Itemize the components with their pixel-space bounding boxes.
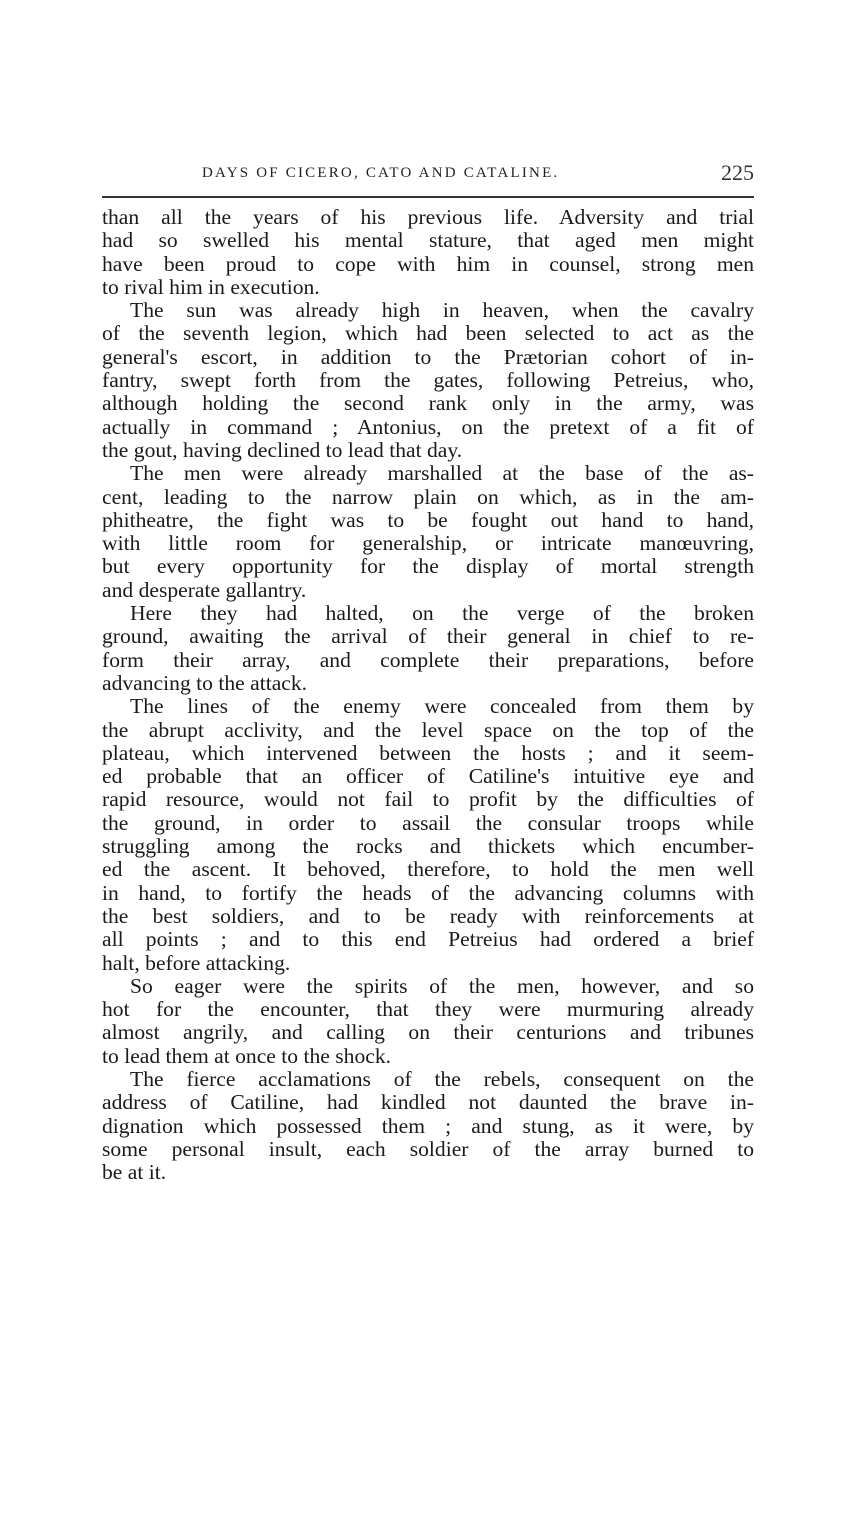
text-line: form their array, and complete their preparations, before [102, 647, 754, 672]
text-line: advancing to the attack. [102, 670, 308, 695]
page-number: 225 [721, 160, 754, 185]
text-line: had so swelled his mental stature, that aged men might [102, 228, 754, 253]
text-line: than all the years of his previous life. Adversity and trial [102, 205, 754, 229]
body-text [102, 206, 754, 1184]
text-line: almost angrily, and calling on their centurions and tribunes [102, 1020, 754, 1045]
text-line: be at it. [102, 1160, 167, 1185]
text-line: the best soldiers, and to be ready with reinforcements at [102, 903, 754, 928]
text-line: actually in command ; Antonius, on the pretext of a fit of [102, 414, 754, 439]
text-line: some personal insult, each soldier of the array burned to [102, 1136, 754, 1161]
text-line: the gout, having declined to lead that day. [102, 437, 463, 462]
text-line: with little room for generalship, or intricate manœuvring, [102, 531, 754, 556]
text-line: dignation which possessed them ; and stung, as it were, by [102, 1113, 754, 1138]
text-line: have been proud to cope with him in counsel, strong men [102, 251, 754, 276]
running-title: DAYS OF CICERO, CATO AND CATALINE. [202, 165, 560, 181]
text-line: ed probable that an officer of Catiline's intuitive eye and [102, 764, 754, 789]
text-line: the ground, in order to assail the consular troops while [102, 810, 754, 835]
text-line: phitheatre, the fight was to be fought out hand to hand, [102, 507, 754, 532]
text-line: The fierce acclamations of the rebels, consequent on the [130, 1066, 754, 1091]
text-line: general's escort, in addition to the Prætorian cohort of in- [102, 344, 754, 369]
text-line: The men were already marshalled at the base of the as- [130, 461, 754, 486]
text-line: hot for the encounter, that they were murmuring already [102, 997, 754, 1022]
text-line: struggling among the rocks and thickets which encumber- [102, 834, 754, 859]
text-line: fantry, swept forth from the gates, following Petreius, who, [102, 368, 754, 393]
text-line: plateau, which intervened between the hosts ; and it seem- [102, 740, 754, 765]
text-line: to rival him in execution. [102, 274, 320, 299]
text-line: and desperate gallantry. [102, 577, 307, 602]
page-header [102, 160, 754, 193]
text-line: halt, before attacking. [102, 950, 291, 975]
text-line: The sun was already high in heaven, when the cavalry [130, 298, 754, 323]
text-line: ground, awaiting the arrival of their general in chief to re- [102, 624, 754, 649]
text-line: in hand, to fortify the heads of the advancing columns with [102, 880, 754, 905]
text-line: The lines of the enemy were concealed from them by [130, 694, 754, 719]
text-line: of the seventh legion, which had been selected to act as the [102, 321, 754, 346]
text-line: the abrupt acclivity, and the level space on the top of the [102, 717, 754, 742]
text-line: all points ; and to this end Petreius had ordered a brief [102, 927, 754, 952]
text-line: to lead them at once to the shock. [102, 1043, 392, 1068]
text-line: rapid resource, would not fail to profit by the difficulties of [102, 787, 754, 812]
text-line: although holding the second rank only in the army, was [102, 391, 754, 416]
text-line: address of Catiline, had kindled not daunted the brave in- [102, 1090, 754, 1115]
header-rule [102, 196, 754, 198]
text-line: cent, leading to the narrow plain on which, as in the am- [102, 484, 754, 509]
text-line: Here they had halted, on the verge of the broken [130, 601, 754, 626]
text-line: So eager were the spirits of the men, however, and so [130, 973, 754, 998]
text-line: but every opportunity for the display of mortal strength [102, 554, 754, 579]
text-line: ed the ascent. It behoved, therefore, to hold the men well [102, 857, 754, 882]
